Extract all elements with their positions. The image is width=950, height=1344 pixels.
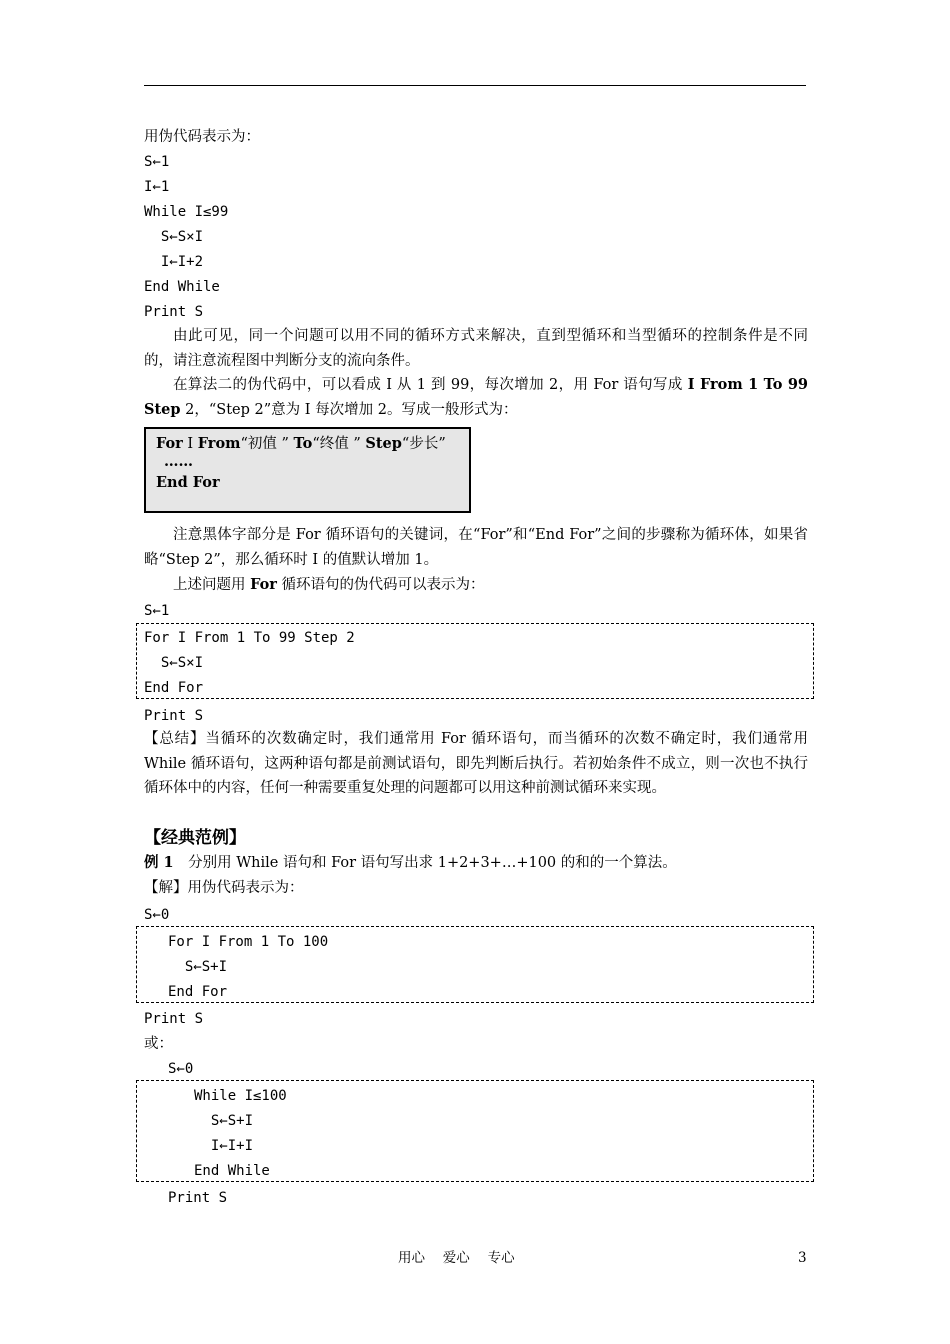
code-line: End While bbox=[144, 279, 220, 295]
code-line: End For bbox=[168, 984, 228, 1000]
paragraph: 注意黑体字部分是 For 循环语句的关键词，在“For”和“End For”之间的步骤称为循环体，如果省略“Step 2”，那么循环时 I 的值默认增加 1。 bbox=[144, 527, 808, 568]
for-syntax-box bbox=[144, 427, 471, 513]
example-text: 分别用 While 语句和 For 语句写出求 1+2+3+…+100 的和的一个算法。 bbox=[173, 855, 677, 871]
code-line: S←S×I bbox=[144, 655, 204, 671]
code-line: S←0 bbox=[144, 907, 170, 923]
solution-text: 【解】用伪代码表示为： bbox=[144, 880, 304, 896]
keyword: I From 1 To 99 Step bbox=[144, 376, 808, 418]
code-line: S←0 bbox=[168, 1061, 194, 1077]
code-line: While I≤100 bbox=[194, 1088, 287, 1104]
example-line bbox=[144, 853, 677, 873]
code-line: While I≤99 bbox=[144, 204, 229, 220]
code-line: Print S bbox=[144, 1011, 204, 1027]
code-line: S←S×I bbox=[144, 229, 204, 245]
footer-motto: 用心 爱心 专心 bbox=[398, 1250, 515, 1266]
text: “初值 ” bbox=[240, 436, 294, 452]
keyword-end-for: End For bbox=[156, 474, 220, 491]
text: 2，“Step 2”意为 I 每次增加 2。写成一般形式为： bbox=[180, 401, 518, 418]
text: 循环语句的伪代码可以表示为： bbox=[276, 577, 485, 593]
header-rule bbox=[144, 85, 806, 86]
code-line: End While bbox=[194, 1163, 270, 1179]
keyword-for: For bbox=[156, 435, 183, 452]
code-line: I←I+I bbox=[194, 1138, 254, 1154]
code-line: End For bbox=[144, 680, 204, 696]
ellipsis: …… bbox=[164, 453, 193, 470]
text: I bbox=[182, 436, 198, 452]
text: 上述问题用 bbox=[173, 577, 251, 593]
keyword-from: From bbox=[197, 435, 241, 452]
paragraph: 由此可见，同一个问题可以用不同的循环方式来解决，直到型循环和当型循环的控制条件是不同的，请注意流程图中判断分支的流向条件。 bbox=[144, 328, 808, 369]
code-line: Print S bbox=[144, 708, 204, 724]
page-number: 3 bbox=[798, 1250, 807, 1266]
example-label: 例 1 bbox=[144, 854, 174, 871]
keyword-step: Step bbox=[365, 435, 402, 452]
text: 在算法二的伪代码中，可以看成 I 从 1 到 99，每次增加 2，用 For 语句写成 bbox=[173, 377, 688, 393]
syntax-line bbox=[156, 435, 459, 453]
code-line: I←1 bbox=[144, 179, 170, 195]
code-line: For I From 1 To 99 Step 2 bbox=[144, 630, 355, 646]
keyword: For bbox=[250, 576, 277, 593]
summary-paragraph: 【总结】当循环的次数确定时，我们通常用 For 循环语句，而当循环的次数不确定时，我们通常用 While 循环语句，这两种语句都是前测试语句，即先判断后执行。若初始条件不成立，则一次也不执行循环体中的内容，任何一种需要重复处理的问题都可以用这种前测试循环来实现。 bbox=[144, 731, 808, 796]
code-line: S←1 bbox=[144, 603, 170, 619]
keyword-to: To bbox=[293, 435, 313, 452]
code-line: Print S bbox=[144, 304, 204, 320]
code-line: S←1 bbox=[144, 154, 170, 170]
section-heading: 【经典范例】 bbox=[144, 828, 246, 848]
code-line: I←I+2 bbox=[144, 254, 204, 270]
text: “步长” bbox=[401, 436, 446, 452]
paragraph bbox=[144, 373, 808, 422]
code-line: S←S+I bbox=[168, 959, 228, 975]
code-line: Print S bbox=[168, 1190, 228, 1206]
or-text: 或： bbox=[144, 1036, 173, 1052]
intro-text: 用伪代码表示为： bbox=[144, 129, 260, 145]
paragraph bbox=[144, 573, 808, 598]
code-line: For I From 1 To 100 bbox=[168, 934, 329, 950]
text: “终值 ” bbox=[312, 436, 366, 452]
code-line: S←S+I bbox=[194, 1113, 254, 1129]
